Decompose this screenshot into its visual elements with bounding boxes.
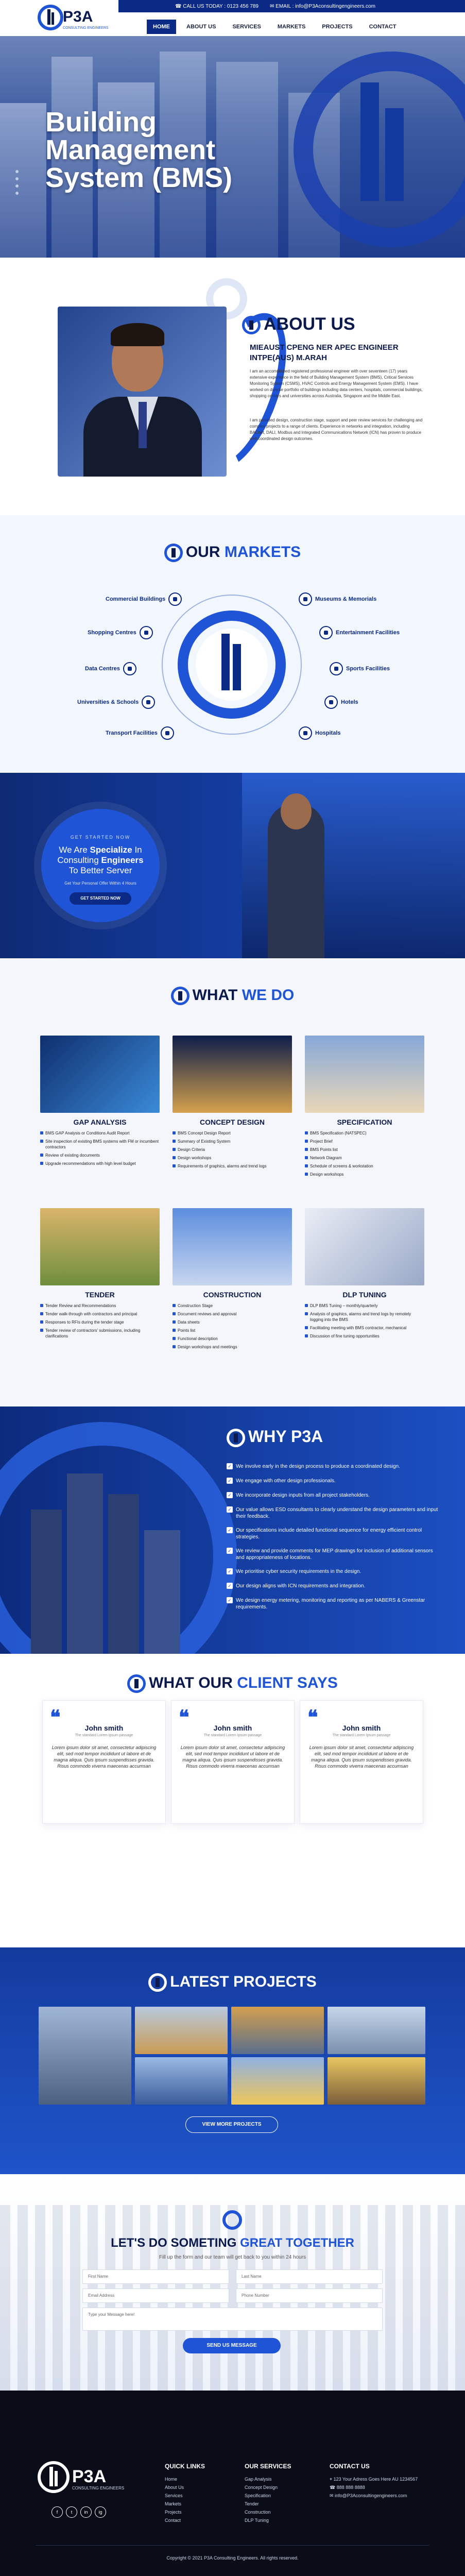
client-name: John smith	[213, 1724, 252, 1732]
why-item: ✓ We involve early in the design process to produce a coordinated design.	[227, 1463, 443, 1470]
service-title: DLP TUNING	[342, 1291, 387, 1299]
hero-title: Building Management System (BMS)	[45, 107, 233, 193]
market-museums: Museums & Memorials	[299, 592, 376, 606]
quick-links-column	[165, 2463, 205, 2524]
service-card-specification[interactable]	[305, 1036, 424, 1180]
client-subtitle: The standard Lorem Ipsum passage	[75, 1734, 133, 1737]
logo-subtext: CONSULTING ENGINEERS	[63, 26, 109, 30]
about-paragraph: I am provided design, construction stage, support and peer review services for challenging and complex projects to a range of clients. Experience in networks and integration, including BACnet, DALI, Modbus and Integrated Communications Network (ICN) has proven to produce well-coordinated design outcomes.	[250, 418, 423, 441]
hero-logo-bar	[360, 82, 379, 201]
service-title: GAP ANALYSIS	[73, 1118, 127, 1126]
service-list: Construction Stage Document reviews and approval Data sheets Points list Functional description Design workshops and meetings	[173, 1303, 292, 1350]
quote-icon: ❝	[307, 1707, 318, 1728]
service-list: DLP BMS Tuning – monthly/quarterly Analysis of graphics, alarms and trend logs by remotely logging into the BMS Facilitating meeting with BMS contractor, mechanical Discussion of fine tuning opportunities	[305, 1303, 424, 1339]
email-link[interactable]: ✉ EMAIL : info@P3Aconsultingengineers.com	[270, 3, 375, 9]
copyright: Copyright © 2021 P3A Consulting Engineers. All rights reserved.	[166, 2555, 299, 2561]
nav-projects[interactable]: PROJECTS	[322, 24, 353, 30]
market-commercial: Commercial Buildings	[106, 592, 182, 606]
hero-banner	[0, 36, 465, 258]
service-list: BMS Specification (NATSPEC) Project Brief BMS Points list Network Diagram Schedule of screens & workstation Design workshops	[305, 1130, 424, 1177]
service-card-tender[interactable]	[40, 1208, 160, 1342]
testimonial-text: Lorem ipsum dolor sit amet, consectetur adipiscing elit, sed mod tempor incididunt ut labore et de magna aliqua. Quis ipsum suspendisses gravida. Risus commodo viverra maecenas accumsan	[309, 1745, 414, 1769]
footer-link[interactable]: Concept Design	[245, 2485, 278, 2490]
top-bar	[118, 0, 465, 12]
project-image[interactable]	[135, 2007, 228, 2054]
testimonial-card	[42, 1700, 166, 1824]
last-name-field[interactable]: Last Name	[236, 2269, 383, 2284]
about-section	[0, 258, 465, 515]
footer-link[interactable]: Specification	[245, 2493, 271, 2498]
phone-field[interactable]: Phone Number	[236, 2289, 383, 2303]
service-card-dlp[interactable]	[305, 1208, 424, 1342]
about-paragraph: I am an accomplished registered professional engineer with over seventeen (17) years extensive experience in the field of Building Management System (BMS), Critical Services Monitoring System (CSMS), HVAC Controls and Energy Management System (EMS). I have worked on diverse portfolio of buildings including data centers, hospitals, commercial buildings, shopping centers and universities across Australia, Singapore and the Middle East.	[250, 369, 423, 398]
footer-divider	[36, 2545, 429, 2546]
cta-banner	[0, 773, 465, 958]
cta-eyebrow: GET STARTED NOW	[70, 835, 131, 840]
museum-icon	[299, 592, 312, 606]
p3a-icon	[171, 987, 190, 1005]
send-message-button[interactable]: SEND US MESSAGE	[183, 2338, 281, 2353]
contact-title: CONTACT US	[330, 2463, 370, 2470]
logo-text: P3A	[72, 2467, 107, 2486]
service-title: SPECIFICATION	[337, 1118, 392, 1126]
twitter-icon[interactable]: t	[66, 2506, 77, 2518]
main-nav	[147, 20, 403, 34]
project-image[interactable]	[39, 2007, 131, 2105]
why-title: WHY P3A	[227, 1427, 323, 1447]
cart-icon	[140, 626, 153, 639]
project-image[interactable]	[231, 2057, 324, 2105]
client-subtitle: The standard Lorem Ipsum passage	[332, 1734, 391, 1737]
slider-dots[interactable]	[15, 170, 19, 195]
nav-contact[interactable]: CONTACT	[369, 24, 397, 30]
view-more-projects-button[interactable]: VIEW MORE PROJECTS	[185, 2116, 278, 2133]
building-icon	[168, 592, 182, 606]
service-card-construction[interactable]	[173, 1208, 292, 1352]
testimonial-text: Lorem ipsum dolor sit amet, consectetur adipiscing elit, sed mod tempor incididunt ut labore et de magna aliqua. Quis ipsum suspendisses gravida. Risus commodo viverra maecenas accumsan	[51, 1745, 157, 1769]
server-icon	[123, 662, 136, 675]
markets-section	[0, 515, 465, 773]
why-item: ✓ We incorporate design inputs from all project stakeholders.	[227, 1492, 443, 1499]
service-list: BMS GAP Analysis or Conditions Audit Report Site inspection of existing BMS systems with FM or incumbent contractors Review of existing documents Upgrade recommendations with high level budget	[40, 1130, 160, 1166]
project-image[interactable]	[328, 2007, 425, 2054]
address-text: ⌖ 123 Your Adress Goes Here AU 1234567	[330, 2477, 418, 2482]
client-name: John smith	[342, 1724, 381, 1732]
contact-section	[0, 2174, 465, 2391]
why-item: ✓ We prioritise cyber security requirements in the design.	[227, 1568, 443, 1575]
footer-link[interactable]: About Us	[165, 2485, 184, 2490]
quick-links-title: QUICK LINKS	[165, 2463, 205, 2470]
service-card-gap[interactable]	[40, 1036, 160, 1169]
services-title: OUR SERVICES	[245, 2463, 291, 2470]
project-image[interactable]	[328, 2057, 425, 2105]
logo[interactable]	[36, 2, 118, 34]
cta-note: Get Your Personal Offer Within 4 Hours	[64, 881, 136, 886]
markets-title: OUR MARKETS	[0, 544, 465, 562]
site-footer	[0, 2391, 465, 2576]
why-item: ✓ We engage with other design professionals.	[227, 1478, 443, 1484]
graduation-icon	[142, 696, 155, 709]
market-datacentres: Data Centres	[85, 662, 136, 675]
contact-title: LET'S DO SOMETING GREAT TOGETHER	[111, 2236, 354, 2250]
why-item: ✓ Our value allows ESD consultants to clearly understand the design parameters and input their feedback.	[227, 1506, 443, 1520]
p3a-icon	[222, 2210, 242, 2230]
market-transport: Transport Facilities	[106, 726, 174, 740]
footer-link[interactable]: Gap Analysis	[245, 2477, 272, 2482]
cta-circle	[41, 809, 160, 922]
facebook-icon[interactable]: f	[51, 2506, 63, 2518]
services-section	[0, 958, 465, 1406]
footer-link[interactable]: Tender	[245, 2501, 259, 2506]
city-backdrop	[0, 2205, 465, 2391]
client-subtitle: The standard Lorem Ipsum passage	[203, 1734, 262, 1737]
city-building	[67, 1473, 103, 1654]
why-item: ✓ We review and provide comments for MEP drawings for inclusion of additional sensors and appropriateness of locations.	[227, 1548, 443, 1561]
service-image	[173, 1208, 292, 1285]
cta-heading: We Are Specialize In Consulting Engineers To Better Server	[57, 845, 144, 875]
footer-link[interactable]: Home	[165, 2477, 178, 2482]
service-title: CONCEPT DESIGN	[199, 1118, 265, 1126]
market-entertainment: Entertainment Facilities	[319, 626, 400, 639]
nav-about[interactable]: ABOUT US	[186, 24, 216, 30]
market-shopping: Shopping Centres	[88, 626, 153, 639]
service-card-concept[interactable]	[173, 1036, 292, 1172]
cross-icon	[299, 726, 312, 740]
footer-link[interactable]: Contact	[165, 2518, 181, 2523]
testimonials-title: WHAT OUR CLIENT SAYS	[0, 1674, 465, 1693]
trophy-icon	[330, 662, 343, 675]
phone-text[interactable]: ☎ 888 888 8888	[330, 2485, 365, 2490]
quote-icon: ❝	[179, 1707, 190, 1728]
market-hospitals: Hospitals	[299, 726, 341, 740]
quote-icon: ❝	[50, 1707, 61, 1728]
email-text[interactable]: ✉ info@P3Aconsultingengineers.com	[330, 2493, 407, 2498]
message-field[interactable]: Type your Message here!	[82, 2308, 383, 2331]
footer-link[interactable]: DLP Tuning	[245, 2518, 269, 2523]
footer-link[interactable]: Services	[165, 2493, 183, 2498]
footer-logo[interactable]	[36, 2458, 129, 2499]
testimonial-card	[171, 1700, 295, 1824]
p3a-icon	[242, 316, 261, 334]
why-section	[0, 1406, 465, 1654]
service-list: BMS Concept Design Report Summary of Existing System Design Criteria Design workshops Requirements of graphics, alarms and trend logs	[173, 1130, 292, 1169]
email-field[interactable]: Email Address	[82, 2289, 229, 2303]
project-image[interactable]	[231, 2007, 324, 2054]
person-head	[281, 793, 312, 829]
footer-link[interactable]: Construction	[245, 2510, 271, 2515]
service-list: Tender Review and Recommendations Tender walk-through with contractors and principal Responses to RFIs during the tender stage Tender review of contractors' submissions, including clarifications	[40, 1303, 160, 1339]
why-item: ✓ Our design aligns with ICN requirements and integration.	[227, 1583, 443, 1589]
first-name-field[interactable]: First Name	[82, 2269, 229, 2284]
footer-link[interactable]: Projects	[165, 2510, 182, 2515]
why-item: ✓ We design energy metering, monitoring and reporting as per NABERS & Greenstar requirements.	[227, 1597, 443, 1611]
city-building	[108, 1494, 139, 1654]
engineer-credentials: MIEAUST CPENG NER APEC ENGINEER INTPE(AUS) M.ARAH	[250, 343, 399, 362]
client-name: John smith	[84, 1724, 124, 1732]
service-image	[173, 1036, 292, 1113]
phone-link[interactable]: ☎ CALL US TODAY : 0123 456 789	[175, 3, 259, 9]
p3a-icon	[227, 1429, 245, 1447]
contact-column	[330, 2463, 433, 2500]
bus-icon	[161, 726, 174, 740]
city-building	[144, 1530, 180, 1654]
testimonial-text: Lorem ipsum dolor sit amet, consectetur adipiscing elit, sed mod tempor incididunt ut labore et de magna aliqua. Quis ipsum suspendisses gravida. Risus commodo viverra maecenas accumsan	[180, 1745, 285, 1769]
service-title: CONSTRUCTION	[203, 1291, 262, 1299]
services-column	[245, 2463, 291, 2524]
service-image	[40, 1208, 160, 1285]
services-title: WHAT WE DO	[0, 987, 465, 1005]
service-image	[40, 1036, 160, 1113]
p3a-icon	[164, 544, 183, 562]
bed-icon	[324, 696, 338, 709]
p3a-icon	[148, 1973, 167, 1992]
hero-logo-bar	[385, 108, 404, 201]
ticket-icon	[319, 626, 333, 639]
get-started-button[interactable]: GET STARTED NOW	[70, 892, 131, 905]
service-image	[305, 1036, 424, 1113]
testimonials-section	[0, 1654, 465, 1947]
logo-text: P3A	[63, 8, 93, 25]
logo-subtext: CONSULTING ENGINEERS	[72, 2486, 125, 2490]
about-heading: ABOUT US	[242, 314, 355, 334]
footer-link[interactable]: Markets	[165, 2501, 182, 2506]
site-header	[0, 0, 465, 36]
nav-services[interactable]: SERVICES	[232, 24, 261, 30]
service-title: TENDER	[85, 1291, 115, 1299]
why-item: ✓ Our specifications include detailed functional sequence for energy efficient control strategies.	[227, 1527, 443, 1540]
city-building	[31, 1510, 62, 1654]
linkedin-icon[interactable]: in	[80, 2506, 92, 2518]
contact-subtitle: Fill up the form and our team will get back to you within 24 hours	[159, 2255, 306, 2260]
nav-home[interactable]: HOME	[147, 20, 176, 34]
social-links	[51, 2506, 109, 2518]
hero-building	[0, 103, 46, 258]
projects-section	[0, 1947, 465, 2174]
nav-markets[interactable]: MARKETS	[277, 24, 306, 30]
market-hotels: Hotels	[324, 696, 358, 709]
market-universities: Universities & Schools	[77, 696, 155, 709]
projects-title: LATEST PROJECTS	[0, 1973, 465, 1992]
market-sports: Sports Facilities	[330, 662, 390, 675]
project-image[interactable]	[135, 2057, 228, 2105]
p3a-icon	[127, 1674, 146, 1693]
instagram-icon[interactable]: ig	[95, 2506, 106, 2518]
testimonial-card	[300, 1700, 423, 1824]
service-image	[305, 1208, 424, 1285]
